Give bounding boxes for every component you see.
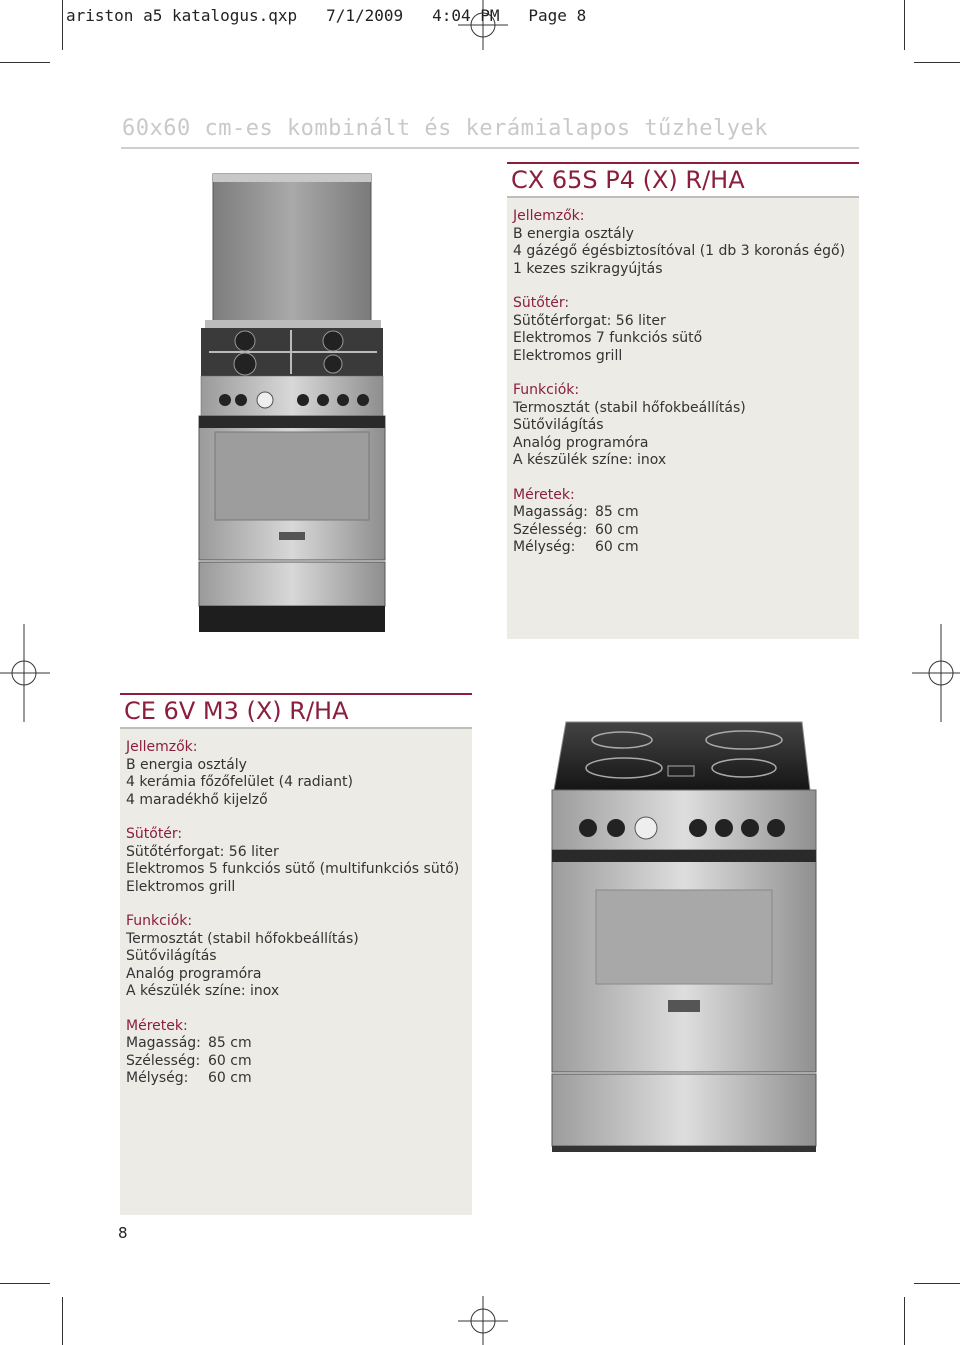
oven-line: Elektromos grill [513,347,623,364]
dimension-row [126,1035,459,1053]
functions-group [513,382,845,470]
feature-line: 4 gázégő égésbiztosítóval (1 db 3 koronás égő) [513,243,846,259]
features-heading: Jellemzők: [126,739,198,755]
function-line: Sütővilágítás [513,417,604,433]
function-line: Termosztát (stabil hőfokbeállítás) [126,930,359,947]
functions-group [126,913,459,1001]
dimension-value: 85 cm [208,1035,252,1051]
dimension-label: Szélesség: [513,521,588,538]
feature-line: 1 kezes szikragyújtás [513,260,663,277]
dimension-row [126,1070,459,1088]
dimension-label: Magasság: [513,504,588,520]
product-1-top-rule [507,162,859,164]
product-2-model: CE 6V M3 (X) R/HA [124,697,349,725]
oven-line: Sütőtérforgat: 56 liter [126,843,279,860]
oven-group [513,295,845,365]
function-line: A készülék színe: inox [126,983,280,999]
feature-line: B energia osztály [126,756,247,773]
dimensions-group [513,487,845,557]
oven-heading: Sütőtér: [513,295,570,311]
dimension-label: Mélység: [126,1070,189,1086]
product-2-bottom-rule [120,727,472,729]
header-page: Page 8 [528,6,587,25]
registration-mark-right [912,624,960,722]
feature-line: 4 kerámia főzőfelület (4 radiant) [126,774,353,790]
page-title: 60x60 cm-es kombinált és kerámialapos tűzhelyek [122,116,769,141]
features-group [126,739,459,809]
dimension-label: Szélesség: [126,1052,201,1069]
header-file: ariston a5 katalogus.qxp [66,6,298,25]
feature-line: 4 maradékhő kijelző [126,791,268,808]
oven-line: Elektromos 7 funkciós sütő [513,330,703,346]
oven-heading: Sütőtér: [126,826,183,842]
dimension-row [513,504,845,522]
product-2-top-rule [120,693,472,695]
product-2-image [548,718,820,1154]
dimension-value: 60 cm [595,539,639,555]
dimensions-group [126,1018,459,1088]
product-1-model: CX 65S P4 (X) R/HA [511,166,745,194]
function-line: Sütővilágítás [126,948,217,964]
oven-group [126,826,459,896]
dimension-row [513,539,845,557]
title-divider [121,147,859,149]
dimensions-heading: Méretek: [513,486,575,503]
registration-mark-left [0,624,50,722]
functions-heading: Funkciók: [126,913,193,929]
dimension-label: Magasság: [126,1035,201,1051]
features-group [513,208,845,278]
product-1-bottom-rule [507,196,859,198]
dimension-value: 60 cm [208,1052,252,1069]
oven-line: Sütőtérforgat: 56 liter [513,312,666,329]
dimension-value: 60 cm [208,1070,252,1086]
features-heading: Jellemzők: [513,208,585,224]
product-1-image [195,170,395,638]
oven-line: Elektromos grill [126,878,236,895]
header-date: 7/1/2009 [326,6,404,25]
oven-line: Elektromos 5 funkciós sütő (multifunkciós sütő) [126,861,460,877]
product-2-specs [126,739,459,1105]
dimension-value: 85 cm [595,504,639,520]
file-header [66,6,586,25]
dimension-label: Mélység: [513,539,576,555]
product-1-specs [513,208,845,574]
function-line: A készülék színe: inox [513,452,667,468]
registration-mark-bottom [458,1296,508,1345]
dimension-row [513,522,845,540]
function-line: Analóg programóra [513,434,649,451]
function-line: Analóg programóra [126,965,262,982]
feature-line: B energia osztály [513,225,634,242]
function-line: Termosztát (stabil hőfokbeállítás) [513,399,746,416]
header-time: 4:04 PM [432,6,500,25]
page-number: 8 [118,1224,128,1242]
functions-heading: Funkciók: [513,382,580,398]
dimensions-heading: Méretek: [126,1017,188,1034]
dimension-row [126,1053,459,1071]
dimension-value: 60 cm [595,521,639,538]
